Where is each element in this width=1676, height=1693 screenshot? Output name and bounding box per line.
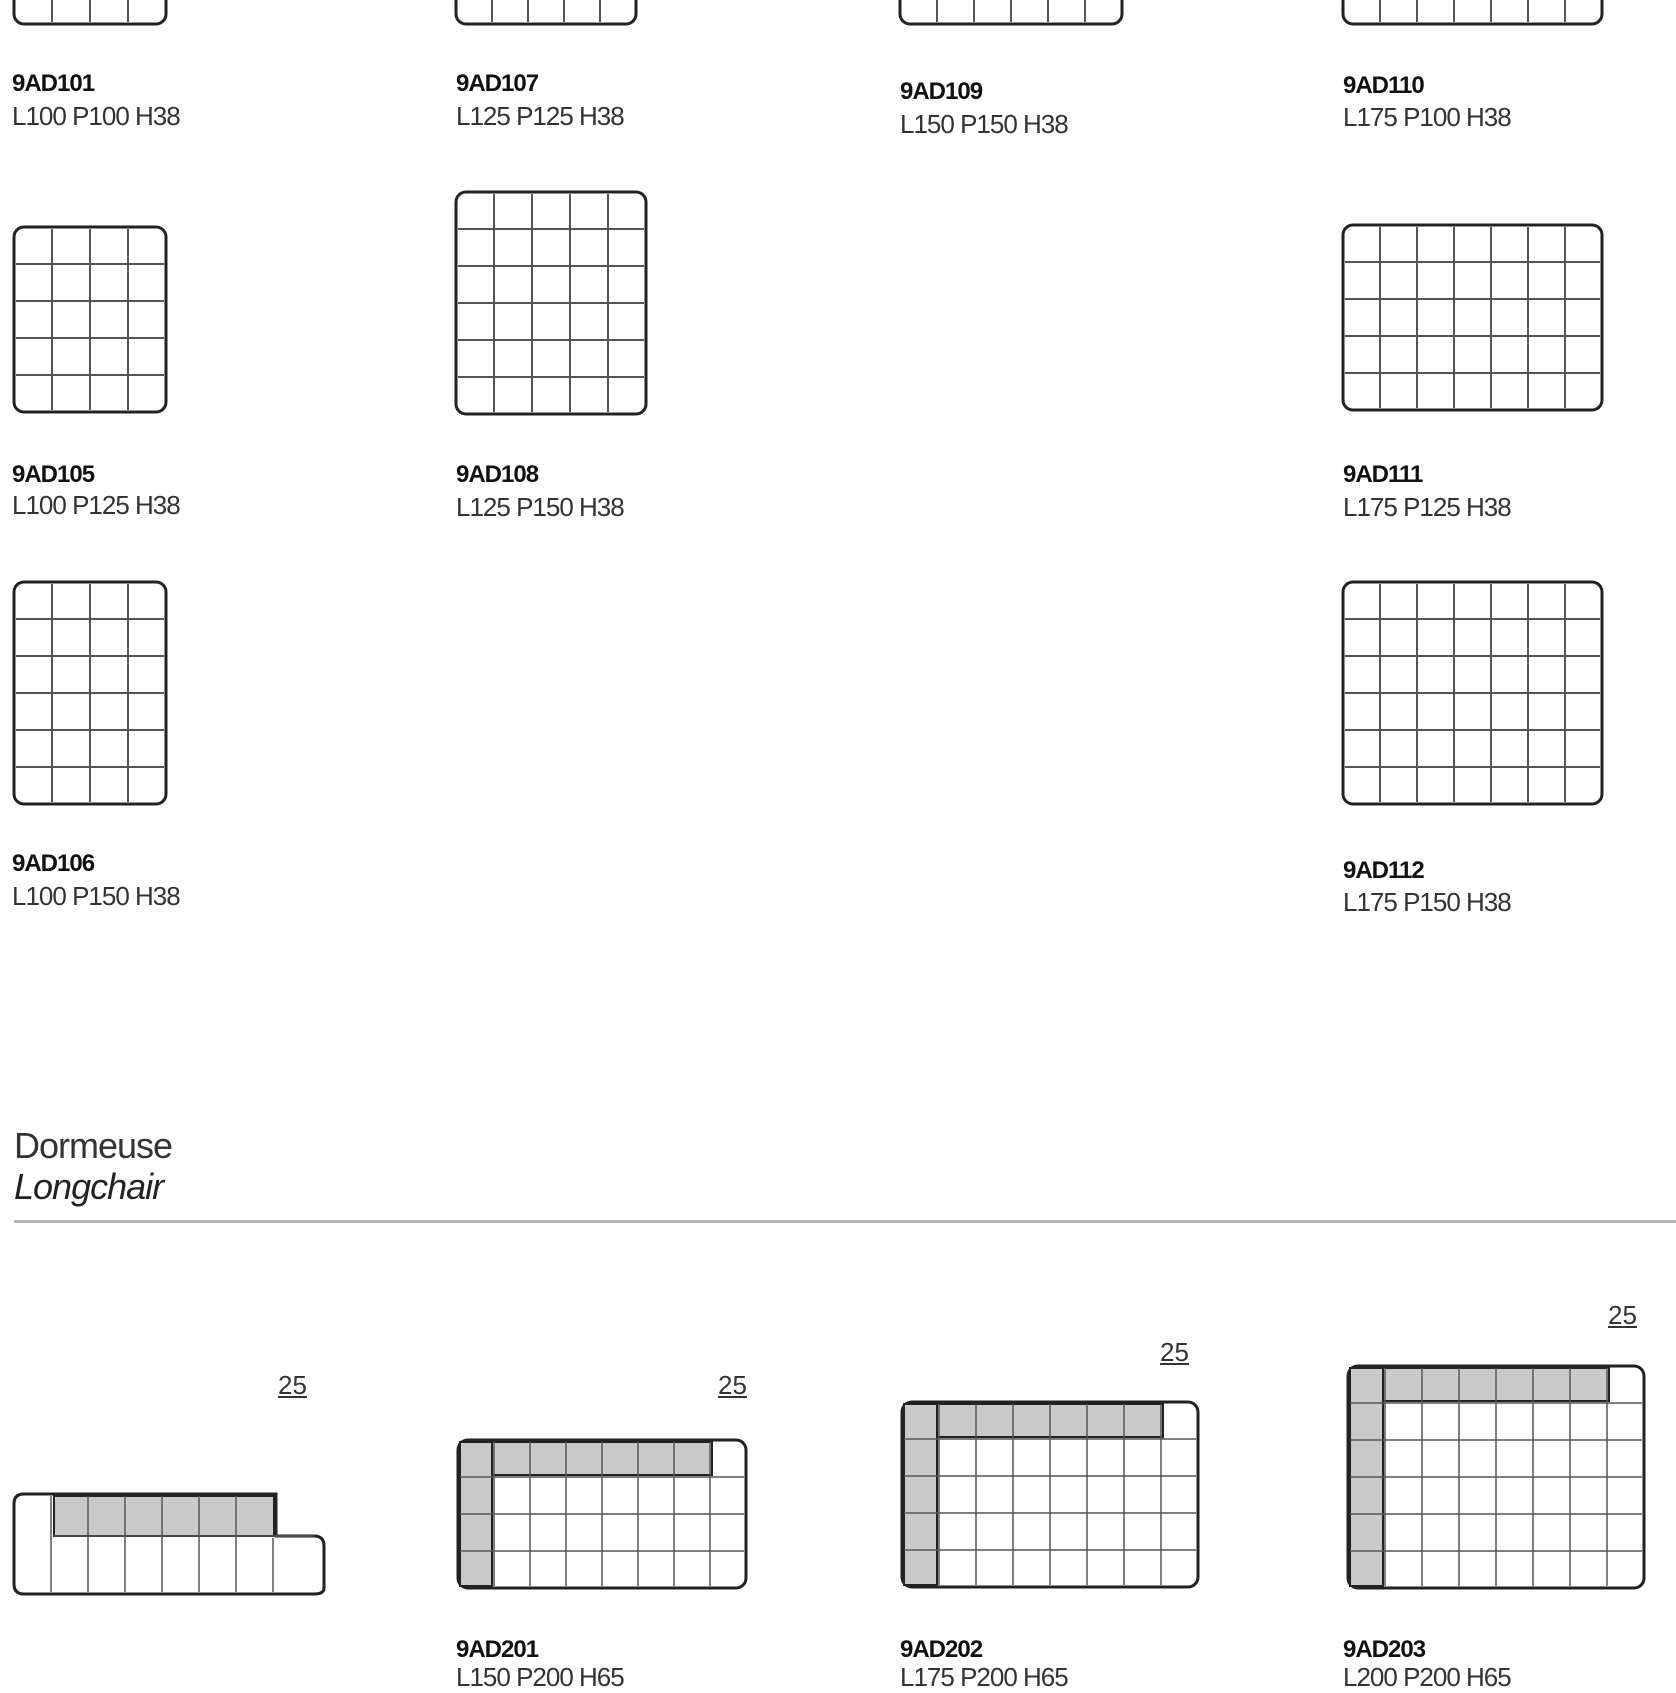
module-dims: L175 P125 H38	[1343, 492, 1511, 522]
longchair-armrest	[904, 1404, 937, 1585]
module-dims: L100 P150 H38	[12, 881, 180, 911]
module-dims: L200 P200 H65	[1343, 1662, 1511, 1692]
dimension-tag: 25	[718, 1370, 747, 1400]
module-code: 9AD112	[1343, 857, 1424, 884]
module-code: 9AD110	[1343, 72, 1424, 99]
module-code: 9AD203	[1343, 1636, 1426, 1663]
module-dims: L150 P150 H38	[900, 109, 1068, 139]
module-code: 9AD201	[456, 1636, 539, 1663]
longchair-backrest	[54, 1496, 274, 1536]
module-dims: L175 P150 H38	[1343, 887, 1511, 917]
module-code: 9AD106	[12, 850, 95, 877]
dimension-tag: 25	[1160, 1337, 1189, 1367]
module-dims: L175 P200 H65	[900, 1662, 1068, 1692]
dimension-tag: 25	[1608, 1300, 1637, 1330]
module-outline	[456, 0, 636, 24]
module-code: 9AD111	[1343, 461, 1423, 488]
module-dims: L100 P125 H38	[12, 490, 180, 520]
section-divider	[14, 1220, 1676, 1223]
module-outline	[1343, 0, 1602, 24]
section-title: Dormeuse	[14, 1125, 173, 1166]
dimension-tag: 25	[278, 1370, 307, 1400]
module-code: 9AD109	[900, 78, 983, 105]
section-subtitle: Longchair	[14, 1166, 164, 1207]
module-code: 9AD101	[12, 70, 95, 97]
module-dims: L175 P100 H38	[1343, 102, 1511, 132]
module-outline	[1343, 225, 1602, 410]
module-code: 9AD108	[456, 461, 539, 488]
module-code: 9AD105	[12, 461, 95, 488]
module-dims: L125 P125 H38	[456, 101, 624, 131]
module-dims: L100 P100 H38	[12, 101, 180, 131]
module-code: 9AD202	[900, 1636, 983, 1663]
module-dims: L125 P150 H38	[456, 492, 624, 522]
module-code: 9AD107	[456, 70, 539, 97]
module-dims: L150 P200 H65	[456, 1662, 624, 1692]
